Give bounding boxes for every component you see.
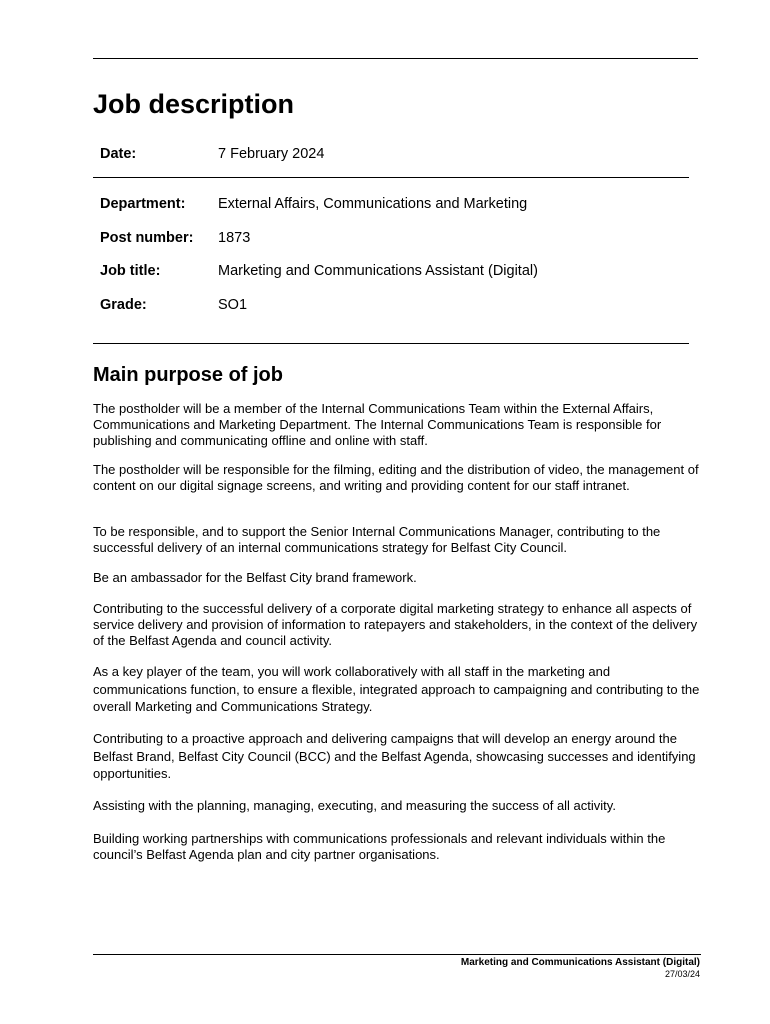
section-heading: Main purpose of job <box>93 364 283 386</box>
department-value: External Affairs, Communications and Marketing <box>218 196 528 212</box>
paragraph: The postholder will be a member of the Internal Communications Team within the External Affairs, Communications and Marketing Department. The Internal Communications Team is responsible for publishing and communicating offline and online with staff. <box>93 401 662 448</box>
footer-title: Marketing and Communications Assistant (Digital) <box>460 957 700 968</box>
department-label: Department: <box>100 196 186 212</box>
paragraph: Contributing to a proactive approach and delivering campaigns that will develop an energy around the Belfast Brand, Belfast City Council (BCC) and the Belfast Agenda, showcasing successes and identifying opportunities. <box>93 731 696 781</box>
paragraph: As a key player of the team, you will work collaboratively with all staff in the marketing and communications function, to ensure a flexible, integrated approach to campaigning and contributing to the overall Marketing and Communications Strategy. <box>93 664 700 714</box>
grade-value: SO1 <box>218 297 248 313</box>
paragraph: The postholder will be responsible for the filming, editing and the distribution of video, the management of content on our digital signage screens, and writing and providing content for our staff intranet. <box>93 462 699 493</box>
paragraph: Contributing to the successful delivery of a corporate digital marketing strategy to enhance all aspects of service delivery and provision of information to ratepayers and stakeholders, in the context of the delivery of the Belfast Agenda and council activity. <box>93 601 698 648</box>
grade-label: Grade: <box>100 297 147 313</box>
paragraph: Building working partnerships with communications professionals and relevant individuals within the council’s Belfast Agenda plan and city partner organisations. <box>93 831 666 862</box>
date-value: 7 February 2024 <box>218 146 325 162</box>
paragraph: To be responsible, and to support the Senior Internal Communications Manager, contributing to the successful delivery of an internal communications strategy for Belfast City Council. <box>93 524 661 555</box>
date-label: Date: <box>100 146 137 162</box>
footer-date: 27/03/24 <box>664 969 700 979</box>
separator-rule <box>93 343 689 344</box>
post-number-value: 1873 <box>218 230 251 246</box>
paragraph: Assisting with the planning, managing, executing, and measuring the success of all activity. <box>93 798 616 813</box>
paragraph: Be an ambassador for the Belfast City brand framework. <box>93 570 417 585</box>
top-rule <box>93 58 698 59</box>
separator-rule <box>93 177 689 178</box>
post-number-label: Post number: <box>100 230 194 246</box>
job-title-label: Job title: <box>100 263 161 279</box>
job-title-value: Marketing and Communications Assistant (Digital) <box>218 263 538 279</box>
footer-rule <box>93 954 701 955</box>
page-title: Job description <box>93 89 295 119</box>
